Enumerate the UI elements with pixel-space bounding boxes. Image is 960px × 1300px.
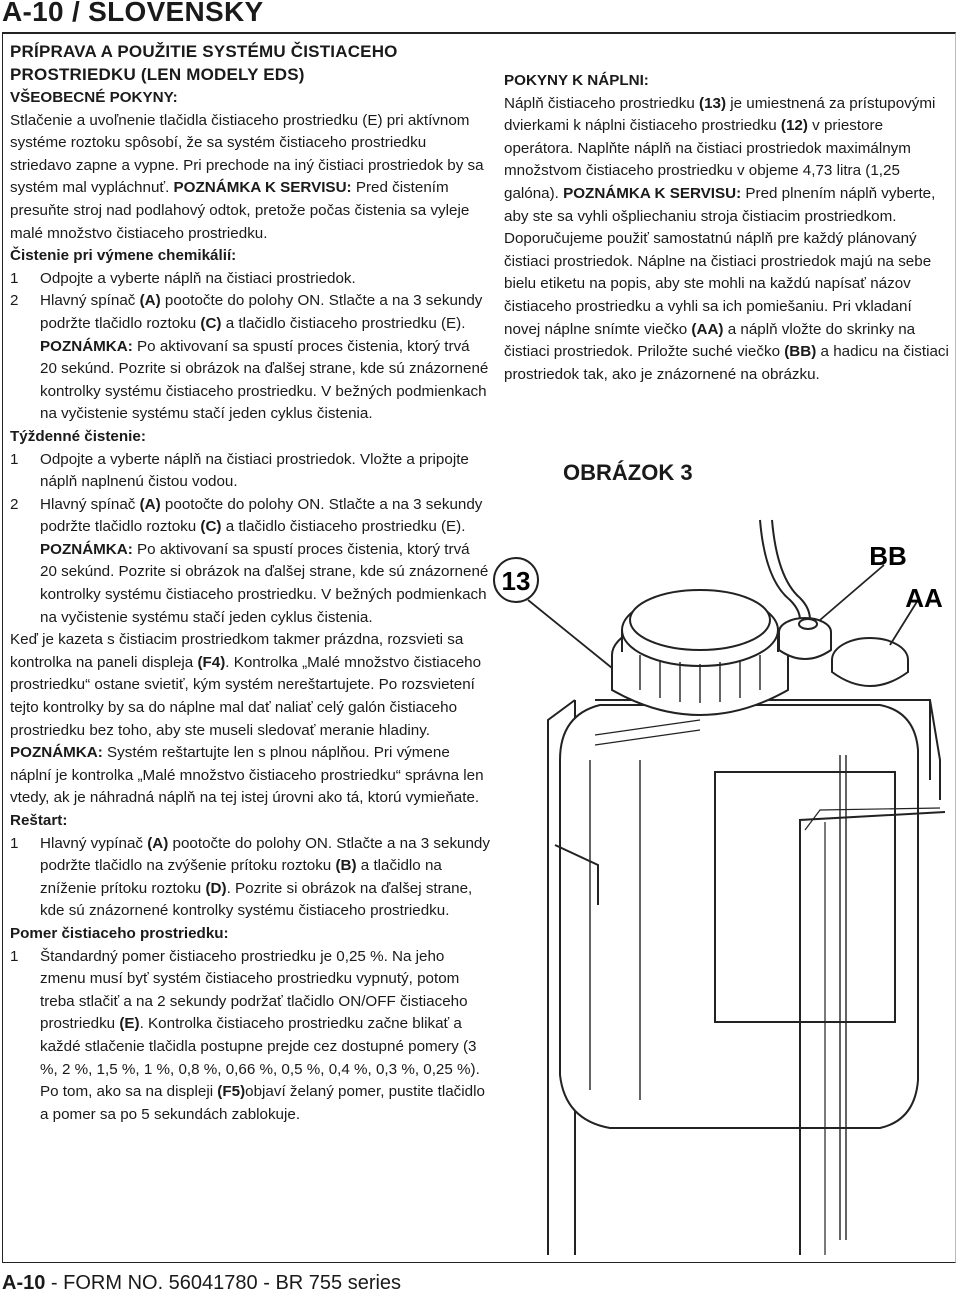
list-item: 2 Hlavný spínač (A) pootočte do polohy ON. Stlačte a na 3 sekundy podržte tlačidlo roztoku (C) a tlačidlo čistiaceho prostriedku (E). POZNÁMKA: Po aktivovaní sa spustí proces čistenia, ktorý trvá 20 sekúnd. Pozrite si obrázok na ďalšej strane, kde sú znázornené kontrolky systému čistiaceho prostriedku. V bežných podmienkach na vyčistenie systému stačí jeden cyklus čistenia.: [10, 292, 489, 423]
list-item: 1 Odpojte a vyberte náplň na čistiaci prostriedok. Vložte a pripojte náplň naplnenú čistou vodou.: [10, 450, 469, 491]
fill-paragraph: Náplň čistiaceho prostriedku (13) je umiestnená za prístupovými dvierkami k náplni čistiaceho prostriedku (12) v priestore operátora. Naplňte náplň na čistiaci prostriedok maximálnym množstvom čistiaceho prostriedku v objeme 4,73 litra (1,25 galóna). POZNÁMKA K SERVISU: Pred plnením náplň vyberte, aby ste sa vyhli ošpliechaniu stroja čistiacim prostriedkom. Doporučujeme použiť samostatnú náplň pre každý plánovaný čistiaci prostriedok. Náplne na čistiaci prostriedok majú na sebe bielu etiketu na popis, aby ste mohli na každú napísať názov čistiaceho prostriedku a vyhli sa ich pomiešaniu. Pri vkladaní novej náplne snímte viečko (AA) a náplň vložte do skrinky na čistiaci prostriedok. Priložte suché viečko (BB) a hadicu na čistiaci prostriedok tak, ako je znázornené na obrázku.: [504, 94, 949, 383]
detergent-tank-illustration: [490, 495, 960, 1255]
page-header: A-10 / SLOVENSKY: [2, 0, 264, 27]
general-paragraph: Stlačenie a uvoľnenie tlačidla čistiaceho prostriedku (E) pri aktívnom systéme roztoku spôsobí, že sa systém čistiaceho prostriedku striedavo zapne a vypne. Pri prechode na iný čistiaci prostriedok by sa systém mal vypláchnuť. POZNÁMKA K SERVISU: Pred čistením presuňte stroj nad podlahový odtok, pretože počas čistenia sa vyleje malé množstvo čistiaceho prostriedku.: [10, 111, 484, 242]
list-item: 2 Hlavný spínač (A) pootočte do polohy ON. Stlačte a na 3 sekundy podržte tlačidlo roztoku (C) a tlačidlo čistiaceho prostriedku (E). POZNÁMKA: Po aktivovaní sa spustí proces čistenia, ktorý trvá 20 sekúnd. Pozrite si obrázok na ďalšej strane, kde sú znázornené kontrolky systému čistiaceho prostriedku. V bežných podmienkach na vyčistenie systému stačí jeden cyklus čistenia.: [10, 495, 489, 626]
left-column: [10, 40, 490, 1126]
chem-steps: [10, 268, 490, 426]
fill-heading: POKYNY K NÁPLNI:: [504, 72, 649, 89]
right-column: [504, 70, 949, 386]
general-heading: VŠEOBECNÉ POKYNY:: [10, 89, 178, 106]
footer: [2, 1272, 401, 1295]
list-item: 1 Štandardný pomer čistiaceho prostriedku je 0,25 %. Na jeho zmenu musí byť systém čistiaceho prostriedku vypnutý, potom treba stlačiť a na 2 sekundy podržať tlačidlo ON/OFF čistiaceho prostriedku (E). Kontrolka čistiaceho prostriedku začne blikať a každé stlačenie tlačidla postupne prejde cez dostupné pomery (3 %, 2 %, 1,5 %, 1 %, 0,8 %, 0,66 %, 0,5 %, 0,4 %, 0,3 %, 0,25 %). Po tom, ako sa na displeji (F5)objaví želaný pomer, pustite tlačidlo a pomer sa po 5 sekundách zablokuje.: [10, 947, 485, 1123]
empty-indicator-paragraph: Keď je kazeta s čistiacim prostriedkom takmer prázdna, rozsvieti sa kontrolka na paneli displeja (F4). Kontrolka „Malé množstvo čistiaceho prostriedku“ ostane svietiť, kým systém nereštartujete. Po rozsvietení tejto kontrolky by sa do náplne mal dať naliať celý galón čistiaceho prostriedku bez toho, aby ste museli sledovať meranie hladiny. POZNÁMKA: Systém reštartujte len s plnou náplňou. Pri výmene náplní je kontrolka „Malé množstvo čistiaceho prostriedku“ správna len vtedy, ak je náhradná náplň na tej istej úrovni ako tá, ktorú vymieňate.: [10, 631, 484, 807]
ratio-steps: [10, 946, 490, 1127]
callout-aa: AA: [905, 583, 943, 613]
footer-page-number: A-10: [2, 1272, 46, 1294]
restart-heading: Reštart:: [10, 812, 68, 829]
callout-bb: BB: [869, 541, 907, 571]
section-title-line-2: PROSTRIEDKU (LEN MODELY EDS): [10, 65, 305, 84]
figure-title: OBRÁZOK 3: [563, 460, 693, 485]
callout-13: 13: [501, 566, 531, 596]
weekly-heading: Týždenné čistenie:: [10, 427, 146, 445]
restart-steps: [10, 833, 490, 923]
weekly-steps: [10, 449, 490, 630]
list-item: 1 Odpojte a vyberte náplň na čistiaci prostriedok.: [10, 269, 356, 287]
footer-form-text: - FORM NO. 56041780 - BR 755 series: [45, 1272, 402, 1294]
list-item: 1 Hlavný vypínač (A) pootočte do polohy ON. Stlačte a na 3 sekundy podržte tlačidlo na zvýšenie prítoku roztoku (B) a tlačidlo na zníženie prítoku roztoku (D). Pozrite si obrázok na ďalšej strane, kde sú znázornené kontrolky systému čistiaceho prostriedku.: [10, 834, 490, 920]
ratio-heading: Pomer čistiaceho prostriedku:: [10, 924, 229, 942]
section-title-line-1: PRÍPRAVA A POUŽITIE SYSTÉMU ČISTIACEHO: [10, 42, 398, 61]
chem-heading: Čistenie pri výmene chemikálií:: [10, 247, 237, 265]
